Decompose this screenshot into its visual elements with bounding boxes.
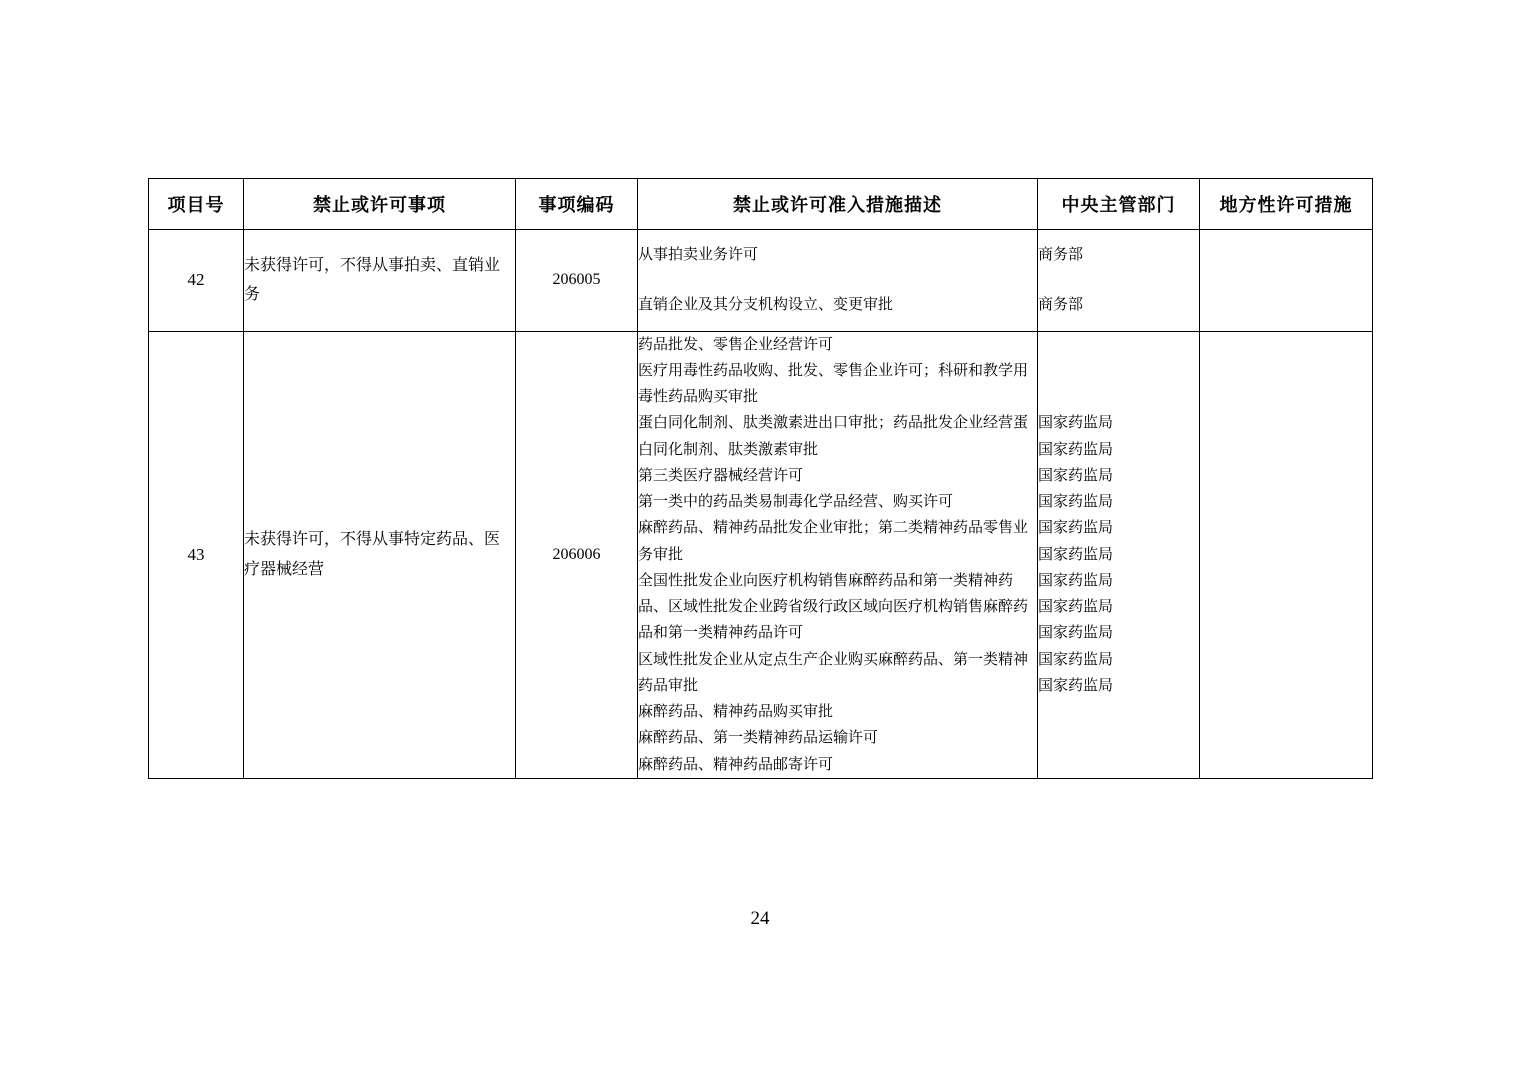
table-row [149,331,1373,778]
cell-measure-descriptions [638,331,1038,778]
measure-description-text: 药品批发、零售企业经营许可 [638,336,834,353]
department-text: 国家药监局 [1038,546,1114,563]
department-text: 国家药监局 [1038,599,1114,615]
department-item [1038,673,1199,699]
measure-description-item [638,332,1037,358]
department-item [1038,647,1199,673]
department-item [1038,280,1199,330]
department-list [1038,410,1199,699]
department-item [1038,489,1199,515]
cell-item-no: 43 [149,331,244,778]
measure-description-item [638,647,1037,700]
permit-table [148,178,1373,779]
cell-item-name: 未获得许可，不得从事特定药品、医疗器械经营 [244,331,516,778]
table-header [149,179,1373,230]
measure-description-item [638,280,1037,330]
measure-description-item [638,752,1037,778]
column-header-central-department: 中央主管部门 [1038,179,1200,230]
cell-item-code: 206006 [516,331,638,778]
department-item [1038,410,1199,436]
department-item [1038,620,1199,646]
department-item [1038,230,1199,280]
cell-local-measures [1200,331,1373,778]
column-header-measure-description: 禁止或许可准入措施描述 [638,179,1038,230]
measure-description-text: 麻醉药品、精神药品邮寄许可 [638,756,834,773]
cell-item-no: 42 [149,230,244,332]
measure-description-item [638,568,1037,647]
measure-description-text: 直销企业及其分支机构设立、变更审批 [638,297,894,314]
measure-description-item [638,230,1037,280]
department-item [1038,542,1199,568]
department-text: 国家药监局 [1038,441,1114,458]
department-text: 国家药监局 [1038,572,1114,589]
measure-description-text: 蛋白同化制剂、肽类激素进出口审批；药品批发企业经营蛋白同化制剂、肽类激素审批 [638,415,1029,458]
department-item [1038,437,1199,463]
measure-description-text: 第一类中的药品类易制毒化学品经营、购买许可 [638,494,954,510]
column-header-item-name: 禁止或许可事项 [244,179,516,230]
table-header-row [149,179,1373,230]
column-header-local-measures: 地方性许可措施 [1200,179,1373,230]
department-text: 国家药监局 [1038,677,1114,694]
measure-description-item [638,725,1037,751]
column-header-item-no: 项目号 [149,179,244,230]
measure-description-text: 第三类医疗器械经营许可 [638,467,804,484]
department-text: 国家药监局 [1038,467,1114,484]
department-text: 商务部 [1038,247,1084,263]
measure-description-item [638,410,1037,463]
measure-description-text: 全国性批发企业向医疗机构销售麻醉药品和第一类精神药品、区域性批发企业跨省级行政区域向医疗机构销售麻醉药品和第一类精神药品许可 [638,572,1029,642]
measure-description-text: 从事拍卖业务许可 [638,247,759,263]
department-text: 商务部 [1038,297,1084,314]
column-header-item-code: 事项编码 [516,179,638,230]
department-item [1038,568,1199,594]
cell-item-code: 206005 [516,230,638,332]
department-text: 国家药监局 [1038,520,1114,537]
measure-description-list [638,332,1037,778]
measure-description-text: 麻醉药品、第一类精神药品运输许可 [638,730,879,747]
page-number: 24 [750,908,770,929]
cell-central-departments [1038,331,1200,778]
measure-description-text: 医疗用毒性药品收购、批发、零售企业许可；科研和教学用毒性药品购买审批 [638,362,1029,405]
department-text: 国家药监局 [1038,625,1114,642]
table-body [149,230,1373,779]
measure-description-item [638,515,1037,568]
department-text: 国家药监局 [1038,494,1114,510]
measure-description-item [638,463,1037,489]
cell-measure-descriptions [638,230,1038,332]
measure-description-text: 麻醉药品、精神药品购买审批 [638,704,834,720]
measure-description-text: 区域性批发企业从定点生产企业购买麻醉药品、第一类精神药品审批 [638,651,1029,694]
department-list [1038,230,1199,331]
permit-table-container [148,178,1372,779]
table-row [149,230,1373,332]
measure-description-item [638,489,1037,515]
cell-central-departments [1038,230,1200,332]
measure-description-list [638,230,1037,331]
department-text: 国家药监局 [1038,415,1114,432]
measure-description-item [638,699,1037,725]
department-item [1038,463,1199,489]
department-item [1038,594,1199,620]
measure-description-text: 麻醉药品、精神药品批发企业审批；第二类精神药品零售业务审批 [638,520,1029,563]
measure-description-item [638,358,1037,411]
department-item [1038,515,1199,541]
cell-local-measures [1200,230,1373,332]
department-text: 国家药监局 [1038,651,1114,668]
cell-item-name: 未获得许可，不得从事拍卖、直销业务 [244,230,516,332]
